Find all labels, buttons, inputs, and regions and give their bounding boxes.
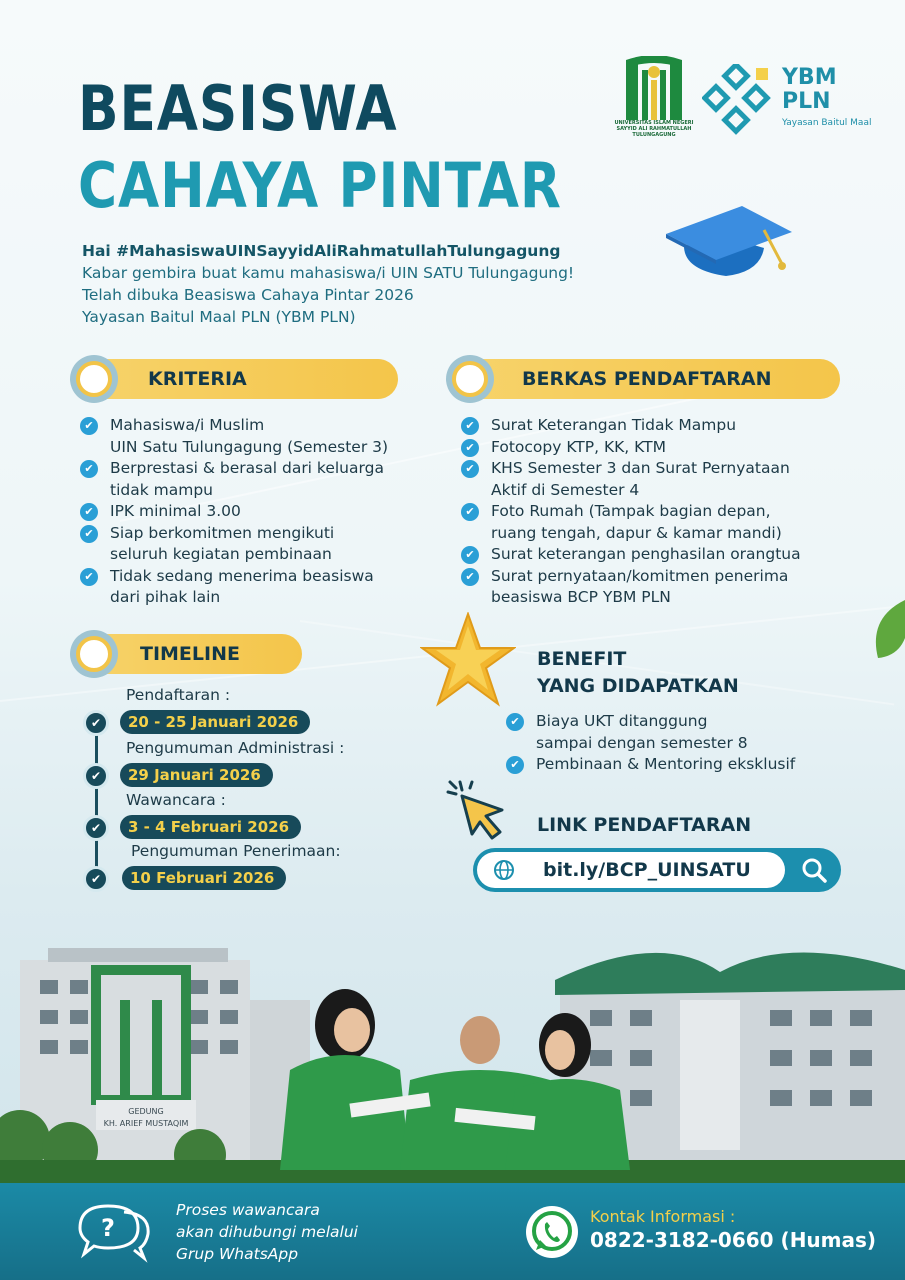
campus-scene [0, 940, 905, 1190]
berkas-item-text: Foto Rumah (Tampak bagian depan, [491, 502, 771, 520]
check-icon: ✔ [461, 417, 479, 435]
chat-question-icon [78, 1200, 152, 1264]
kriteria-item-text: tidak mampu [110, 480, 213, 499]
kriteria-item [80, 523, 420, 566]
footer-note [176, 1199, 358, 1265]
title-line-2: CAHAYA PINTAR [78, 149, 562, 222]
berkas-item-text: Surat keterangan penghasilan orangtua [491, 545, 801, 563]
kriteria-item-text: Berprestasi & berasal dari keluarga [110, 459, 384, 477]
leaf-icon [868, 598, 905, 668]
benefit-list [506, 711, 866, 776]
kriteria-item-text: seluruh kegiatan pembinaan [110, 545, 332, 563]
kriteria-item [80, 458, 420, 501]
svg-text:?: ? [101, 1214, 115, 1242]
building-sign-1: GEDUNG [128, 1107, 164, 1116]
ybm-logo-icon [702, 64, 774, 136]
timeline-check-icon: ✔ [83, 763, 109, 789]
berkas-item [461, 501, 861, 544]
benefit-title-1: BENEFIT [537, 648, 627, 670]
globe-icon [493, 859, 515, 881]
kriteria-badge-icon [70, 355, 118, 403]
timeline-label: TIMELINE [140, 643, 240, 665]
check-icon: ✔ [80, 460, 98, 478]
check-icon: ✔ [506, 756, 524, 774]
kriteria-item [80, 566, 420, 609]
berkas-item-text: KHS Semester 3 dan Surat Pernyataan [491, 459, 790, 477]
check-icon: ✔ [461, 503, 479, 521]
benefit-item-text: sampai dengan semester 8 [536, 733, 748, 752]
timeline-event-date: 29 Januari 2026 [120, 763, 273, 787]
check-icon: ✔ [80, 417, 98, 435]
check-icon: ✔ [461, 568, 479, 586]
benefit-item [506, 754, 866, 776]
kriteria-item-text: UIN Satu Tulungagung (Semester 3) [110, 437, 389, 456]
berkas-list [461, 415, 861, 609]
berkas-label: BERKAS PENDAFTARAN [522, 368, 772, 390]
footer-note-line-2: akan dihubungi melalui [176, 1223, 358, 1241]
berkas-item [461, 544, 861, 566]
kriteria-item [80, 501, 420, 523]
check-icon: ✔ [80, 525, 98, 543]
footer-note-line-1: Proses wawancara [176, 1201, 320, 1219]
ybm-line-1: YBM [782, 65, 837, 90]
star-icon [420, 612, 516, 712]
berkas-item [461, 415, 861, 437]
timeline-check-icon: ✔ [83, 710, 109, 736]
timeline-header [76, 634, 302, 674]
link-field[interactable] [477, 852, 785, 888]
intro-line-3: Telah dibuka Beasiswa Cahaya Pintar 2026 [82, 286, 414, 304]
footer-note-line-3: Grup WhatsApp [176, 1245, 299, 1263]
timeline-event-name: Pendaftaran : [126, 686, 231, 704]
contact-label: Kontak Informasi : [590, 1207, 736, 1226]
kriteria-item [80, 415, 420, 458]
timeline-event-date: 20 - 25 Januari 2026 [120, 710, 310, 734]
check-icon: ✔ [506, 713, 524, 731]
check-icon: ✔ [80, 568, 98, 586]
title-line-1: BEASISWA [78, 72, 398, 145]
intro-line-4: Yayasan Baitul Maal PLN (YBM PLN) [82, 308, 356, 326]
kriteria-item-text: IPK minimal 3.00 [110, 502, 241, 520]
timeline-event-name: Pengumuman Penerimaan: [131, 842, 341, 860]
berkas-item [461, 566, 861, 609]
kriteria-item-text: Tidak sedang menerima beasiswa [110, 566, 374, 585]
cursor-click-icon [446, 778, 510, 842]
search-icon[interactable] [801, 857, 827, 883]
intro-text [82, 240, 574, 328]
check-icon: ✔ [461, 439, 479, 457]
check-icon: ✔ [461, 460, 479, 478]
timeline-check-icon: ✔ [83, 815, 109, 841]
berkas-item-text: Surat pernyataan/komitmen penerima [491, 566, 789, 585]
timeline-event-date: 3 - 4 Februari 2026 [120, 815, 301, 839]
timeline-event-name: Pengumuman Administrasi : [126, 739, 345, 757]
kriteria-item-text: Siap berkomitmen mengikuti [110, 523, 335, 542]
benefit-title-2: YANG DIDAPATKAN [537, 675, 739, 697]
benefit-item-text: Pembinaan & Mentoring eksklusif [536, 755, 796, 773]
intro-hashtag: Hai #MahasiswaUINSayyidAliRahmatullahTulungagung [82, 242, 561, 260]
benefit-item-text: Biaya UKT ditanggung [536, 712, 708, 730]
uin-logo-text: UNIVERSITAS ISLAM NEGERI SAYYID ALI RAHMATULLAH TULUNGAGUNG [614, 120, 694, 138]
berkas-header [452, 359, 840, 399]
timeline-line [95, 720, 98, 878]
berkas-badge-icon [446, 355, 494, 403]
ybm-logo-text [782, 66, 837, 114]
benefit-title [537, 646, 739, 700]
berkas-item-text: Surat Keterangan Tidak Mampu [491, 416, 737, 434]
link-title: LINK PENDAFTARAN [537, 814, 752, 836]
benefit-item [506, 711, 866, 754]
building-sign-2: KH. ARIEF MUSTAQIM [103, 1119, 189, 1128]
timeline-event-name: Wawancara : [126, 791, 226, 809]
kriteria-list [80, 415, 420, 609]
contact-phone[interactable]: 0822-3182-0660 (Humas) [590, 1228, 877, 1252]
kriteria-item-text: dari pihak lain [110, 588, 221, 606]
kriteria-header [76, 359, 398, 399]
check-icon: ✔ [80, 503, 98, 521]
berkas-item-text: Aktif di Semester 4 [491, 480, 640, 499]
berkas-item [461, 437, 861, 459]
ybm-line-2: PLN [782, 89, 831, 114]
timeline-badge-icon [70, 630, 118, 678]
whatsapp-icon[interactable] [524, 1204, 580, 1260]
kriteria-item-text: Mahasiswa/i Muslim [110, 416, 265, 434]
berkas-item-text: ruang tengah, dapur & kamar mandi) [491, 523, 782, 542]
graduation-cap-icon [664, 200, 794, 282]
timeline-event-date: 10 Februari 2026 [122, 866, 286, 890]
link-bar[interactable] [473, 848, 841, 892]
check-icon: ✔ [461, 546, 479, 564]
ybm-subtitle: Yayasan Baitul Maal [782, 118, 872, 128]
berkas-item-text: Fotocopy KTP, KK, KTM [491, 437, 666, 456]
berkas-item [461, 458, 861, 501]
berkas-item-text: beasiswa BCP YBM PLN [491, 588, 671, 606]
kriteria-label: KRITERIA [148, 368, 247, 390]
timeline-check-icon: ✔ [83, 866, 109, 892]
intro-line-2: Kabar gembira buat kamu mahasiswa/i UIN SATU Tulungagung! [82, 264, 575, 282]
registration-link[interactable]: bit.ly/BCP_UINSATU [543, 859, 751, 881]
